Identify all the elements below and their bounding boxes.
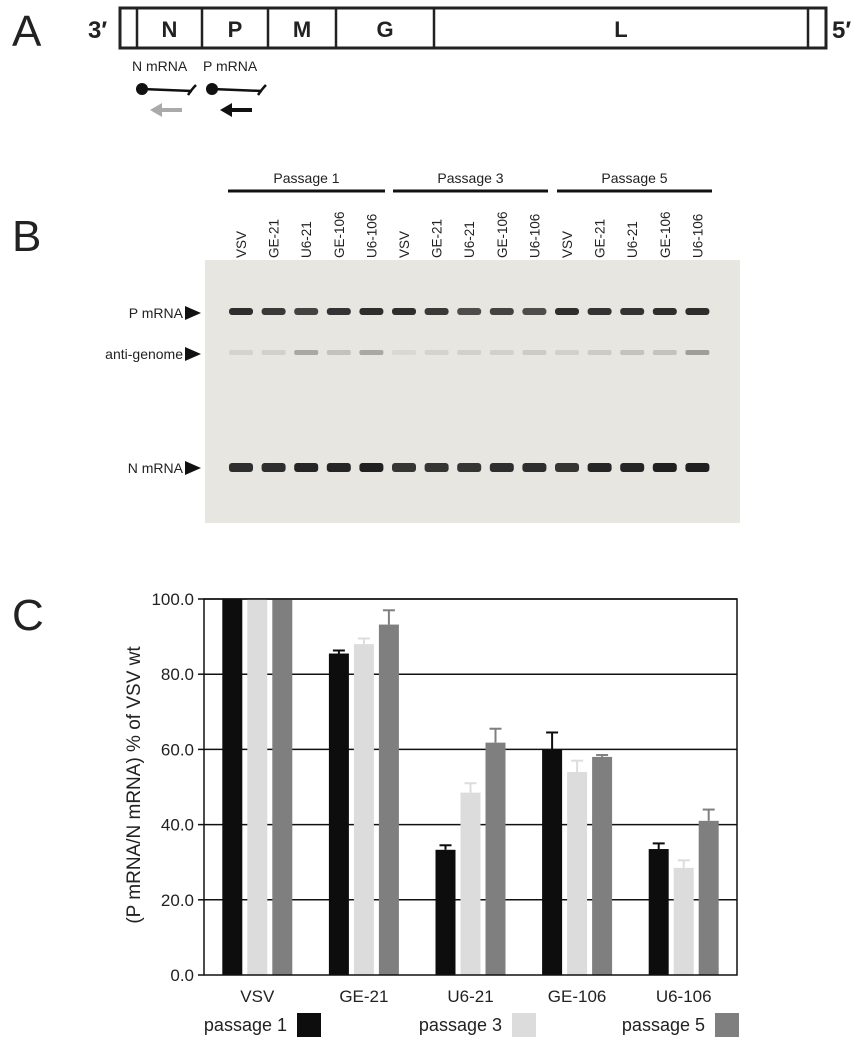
band-n-mrna [425,463,449,472]
bar-passage-1-u6-106 [649,849,669,975]
band-anti-genome [294,350,318,355]
p-mrna-arrow [220,103,252,117]
gene-label-l: L [614,17,628,42]
band-p-mrna [457,308,481,315]
y-axis-label: (P mRNA/N mRNA) % of VSV wt [124,646,145,924]
band-p-mrna [392,308,416,315]
bar-chart [0,585,861,1050]
band-pointer-icon [185,461,201,475]
band-p-mrna [490,308,514,315]
lane-label: GE-21 [266,218,282,258]
band-n-mrna [359,463,383,472]
band-p-mrna [522,308,546,315]
bar-passage-5-ge-106 [592,757,612,975]
gene-label-g: G [376,17,394,42]
band-p-mrna [685,308,709,315]
bar-passage-3-vsv [247,599,267,975]
legend-label: passage 1 [203,1015,287,1035]
panel-label-b: B [12,212,42,261]
genome-3prime-label: 3′ [88,17,108,44]
x-tick-label: U6-106 [655,987,712,1006]
band-p-mrna [229,308,253,315]
bar-passage-3-u6-106 [674,868,694,975]
band-anti-genome [620,350,644,355]
band-p-mrna [262,308,286,315]
bar-passage-3-ge-106 [567,772,587,975]
band-anti-genome [653,350,677,355]
gene-label-n: N [161,17,178,42]
legend-label: passage 5 [621,1015,705,1035]
bar-passage-5-vsv [272,599,292,975]
band-n-mrna [392,463,416,472]
y-tick-label: 60.0 [160,740,194,760]
n-mrna-arrow [150,103,182,117]
bar-passage-5-ge-21 [379,625,399,975]
x-tick-label: GE-106 [547,987,607,1006]
lane-label: U6-106 [364,213,380,258]
y-tick-label: 0.0 [170,966,194,985]
gel-image [205,260,740,523]
lane-label: U6-106 [527,213,543,258]
band-p-mrna [425,308,449,315]
band-label: N mRNA [127,460,183,476]
passage-header: Passage 1 [273,170,340,186]
lane-label: U6-21 [299,221,315,258]
band-anti-genome [685,350,709,355]
band-anti-genome [359,350,383,355]
band-pointer-icon [185,306,201,320]
y-tick-label: 40.0 [160,815,194,835]
band-anti-genome [425,350,449,355]
genome-outline [120,8,826,48]
lane-label: VSV [397,230,412,258]
band-p-mrna [294,308,318,315]
lane-label: GE-21 [592,218,608,258]
band-n-mrna [294,463,318,472]
legend-swatch [297,1013,321,1037]
band-label: anti-genome [105,346,183,362]
gene-label-p: P [227,17,243,42]
panel-label-c: C [12,591,44,640]
bar-passage-1-vsv [222,599,242,975]
bar-passage-5-u6-21 [486,743,506,975]
n-mrna-label: N mRNA [132,58,188,74]
band-p-mrna [555,308,579,315]
band-anti-genome [490,350,514,355]
lane-label: U6-21 [625,221,641,258]
band-p-mrna [620,308,644,315]
bar-passage-1-ge-21 [329,654,349,975]
band-n-mrna [685,463,709,472]
lane-label: VSV [560,230,575,258]
bar-passage-3-u6-21 [461,793,481,975]
panel-label-a: A [12,7,42,56]
gene-label-m: M [292,17,312,42]
p-mrna-glyph [206,83,266,95]
lane-label: GE-106 [331,211,347,258]
lane-label: GE-21 [429,218,445,258]
band-n-mrna [588,463,612,472]
genome-map [0,0,861,140]
band-p-mrna [359,308,383,315]
band-anti-genome [457,350,481,355]
n-mrna-glyph [136,83,196,95]
band-n-mrna [490,463,514,472]
band-n-mrna [262,463,286,472]
band-anti-genome [588,350,612,355]
band-n-mrna [522,463,546,472]
band-p-mrna [653,308,677,315]
legend-swatch [715,1013,739,1037]
y-tick-label: 20.0 [160,890,194,910]
band-n-mrna [555,463,579,472]
passage-header: Passage 5 [601,170,668,186]
x-tick-label: VSV [240,987,275,1006]
band-n-mrna [620,463,644,472]
band-p-mrna [327,308,351,315]
lane-label: U6-21 [462,221,478,258]
legend-swatch [512,1013,536,1037]
band-n-mrna [327,463,351,472]
lane-label: VSV [234,230,249,258]
band-n-mrna [653,463,677,472]
gel-figure [0,150,861,540]
band-anti-genome [262,350,286,355]
band-anti-genome [392,350,416,355]
legend-label: passage 3 [418,1015,502,1035]
lane-label: GE-106 [657,211,673,258]
bar-passage-1-ge-106 [542,749,562,975]
bar-passage-3-ge-21 [354,644,374,975]
band-anti-genome [327,350,351,355]
lane-label: U6-106 [690,213,706,258]
x-tick-label: U6-21 [447,987,494,1006]
p-mrna-label: P mRNA [203,58,258,74]
band-n-mrna [457,463,481,472]
passage-header: Passage 3 [437,170,504,186]
lane-label: GE-106 [494,211,510,258]
band-anti-genome [229,350,253,355]
bar-passage-5-u6-106 [699,821,719,975]
band-anti-genome [522,350,546,355]
x-tick-label: GE-21 [339,987,389,1006]
band-n-mrna [229,463,253,472]
band-pointer-icon [185,347,201,361]
band-p-mrna [588,308,612,315]
y-tick-label: 80.0 [160,665,194,685]
band-label: P mRNA [128,305,183,321]
bar-passage-1-u6-21 [436,850,456,975]
band-anti-genome [555,350,579,355]
genome-5prime-label: 5′ [832,17,852,44]
y-tick-label: 100.0 [151,590,194,609]
